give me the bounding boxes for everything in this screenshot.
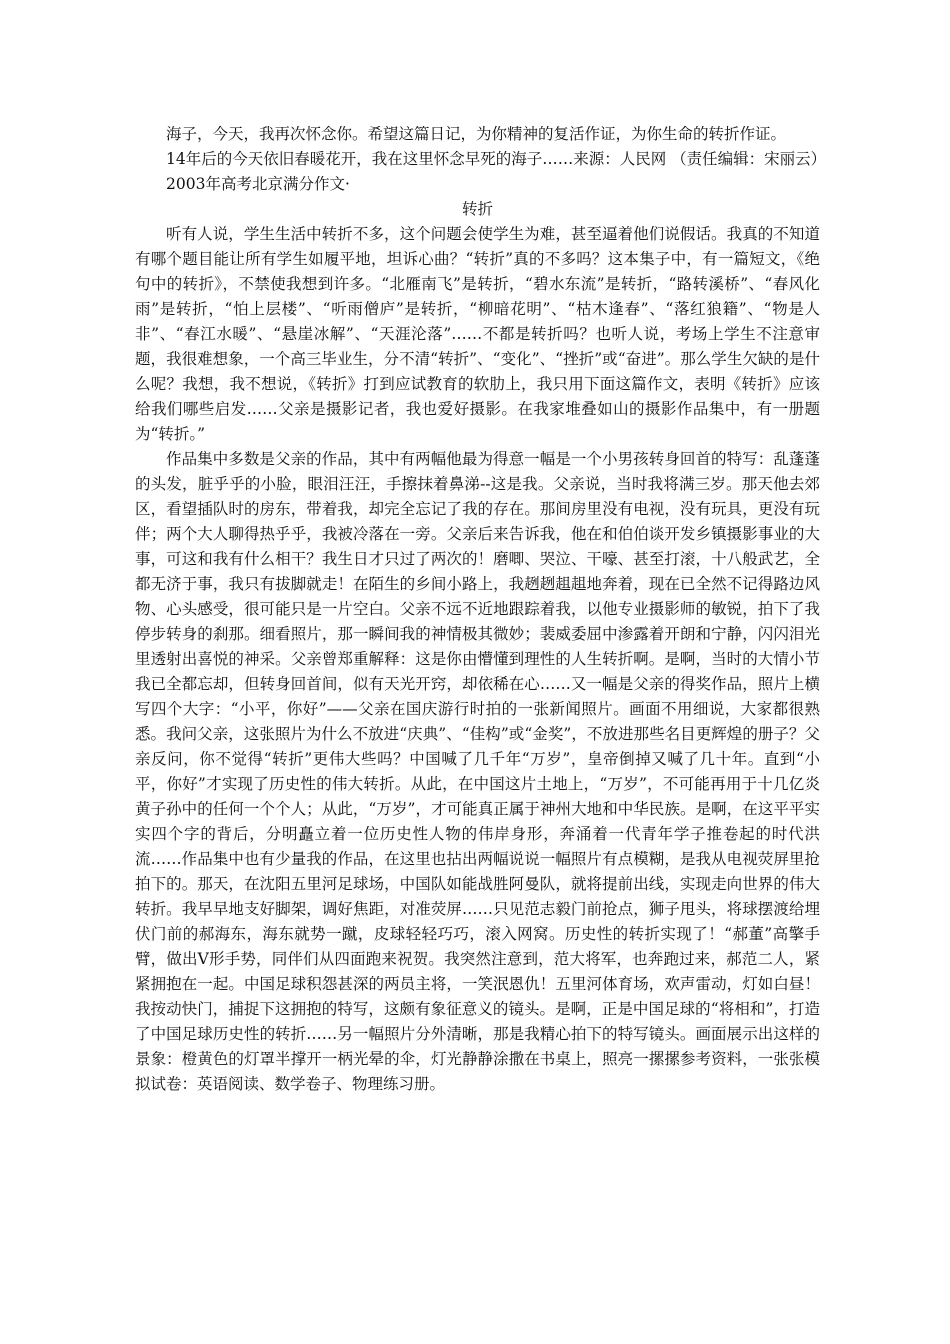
paragraph-haizi-remembrance: 海子，今天，我再次怀念你。希望这篇日记，为你精神的复活作证，为你生命的转折作证。 [166,125,787,143]
document-body [135,122,827,1097]
essay-title: 转折 [461,200,493,218]
paragraph-essay-heading: 2003年高考北京满分作文· [166,175,350,193]
paragraph-source-note: 14年后的今天依旧春暖花开，我在这里怀念早死的海子……来源：人民网 （责任编辑：宋丽云） [166,150,827,168]
paragraph-essay-body: 作品集中多数是父亲的作品，其中有两幅他最为得意一幅是一个小男孩转身回首的特写：乱蓬蓬的头发，脏乎乎的小脸，眼泪汪汪，手擦抹着鼻涕--这是我。父亲说，当时我将满三岁。那天他去郊区，看望插队时的房东，带着我，却完全忘记了我的存在。那间房里没有电视，没有玩具，更没有玩伴；两个大人聊得热乎乎，我被冷落在一旁。父亲后来告诉我，他在和伯伯谈开发乡镇摄影事业的大事，可这和我有什么相干？我生日才只过了两次的！磨唧、哭泣、干嚎、甚至打滚，十八般武艺，全都无济于事，我只有拔脚就走！在陌生的乡间小路上，我趔趔趄趄地奔着，现在已全然不记得路边风物、心头感受，很可能只是一片空白。父亲不远不近地跟踪着我，以他专业摄影师的敏锐，拍下了我停步转身的刹那。细看照片，那一瞬间我的神情极其微妙；裴威委屈中渗露着开朗和宁静，闪闪泪光里透射出喜悦的神采。父亲曾郑重解释：这是你由懵懂到理性的人生转折啊。是啊，当时的大情小节我已全都忘却，但转身回首间，似有天光开窍，却依稀在心……又一幅是父亲的得奖作品，照片上横写四个大字：“小平，你好”——父亲在国庆游行时拍的一张新闻照片。画面不用细说，大家都很熟悉。我问父亲，这张照片为什么不放进“庆典”、“佳构”或“金奖”，不放进那些名目更辉煌的册子？父亲反问，你不觉得“转折”更伟大些吗？中国喊了几千年“万岁”，皇帝倒掉又喊了几十年。直到“小平，你好”才实现了历史性的伟大转折。从此，在中国这片土地上，“万岁”，不可能再用于十几亿炎黄子孙中的任何一个个人；从此，“万岁”，才可能真正属于神州大地和中华民族。是啊，在这平平实实四个字的背后，分明矗立着一位历史性人物的伟岸身形，奔涌着一代青年学子推卷起的时代洪流……作品集中也有少量我的作品，在这里也拈出两幅说说一幅照片有点模糊，是我从电视荧屏里抢拍下的。那天，在沈阳五里河足球场，中国队如能战胜阿曼队，就将提前出线，实现走向世界的伟大转折。我早早地支好脚架，调好焦距，对准荧屏……只见范志毅门前抢点，狮子甩头，将球摆渡给埋伏门前的郝海东，海东就势一蹴，皮球轻轻巧巧，滚入网窝。历史性的转折实现了！“郝董”高擎手臂，做出V形手势，同伴们从四面跑来祝贺。我突然注意到，范大将军，也奔跑过来，郝范二人，紧紧拥抱在一起。中国足球积怨甚深的两员主将，一笑泯恩仇！五里河体育场，欢声雷动，灯如白昼！我按动快门，捕捉下这拥抱的特写，这颇有象征意义的镜头。是啊，正是中国足球的“将相和”，打造了中国足球历史性的转折……另一幅照片分外清晰，那是我精心拍下的特写镜头。画面展示出这样的景象：橙黄色的灯罩半撑开一柄光晕的伞，灯光静静涂撒在书桌上，照亮一摞摞参考资料，一张张模拟试卷：英语阅读、数学卷子、物理练习册。 [135,450,820,1093]
paragraph-essay-intro: 听有人说，学生生活中转折不多，这个问题会使学生为难，甚至逼着他们说假话。我真的不知道有哪个题目能让所有学生如履平地，坦诉心曲？“转折”真的不多吗？这本集子中，有一篇短文，《绝句中的转折》，不禁使我想到许多。“北雁南飞”是转折，“碧水东流”是转折，“路转溪桥”、“春风化雨”是转折，“怕上层楼”、“听雨僧庐”是转折，“柳暗花明”、“枯木逢春”、“落红狼籍”、“物是人非”、“春江水暖”、“悬崖冰解”、“天涯沦落”……不都是转折吗？也听人说，考场上学生不注意审题，我很难想象，一个高三毕业生，分不清“转折”、“变化”、“挫折”或“奋进”。那么学生欠缺的是什么呢？我想，我不想说，《转折》打到应试教育的软肋上，我只用下面这篇作文，表明《转折》应该给我们哪些启发……父亲是摄影记者，我也爱好摄影。在我家堆叠如山的摄影作品集中，有一册题为“转折。” [135,225,820,443]
